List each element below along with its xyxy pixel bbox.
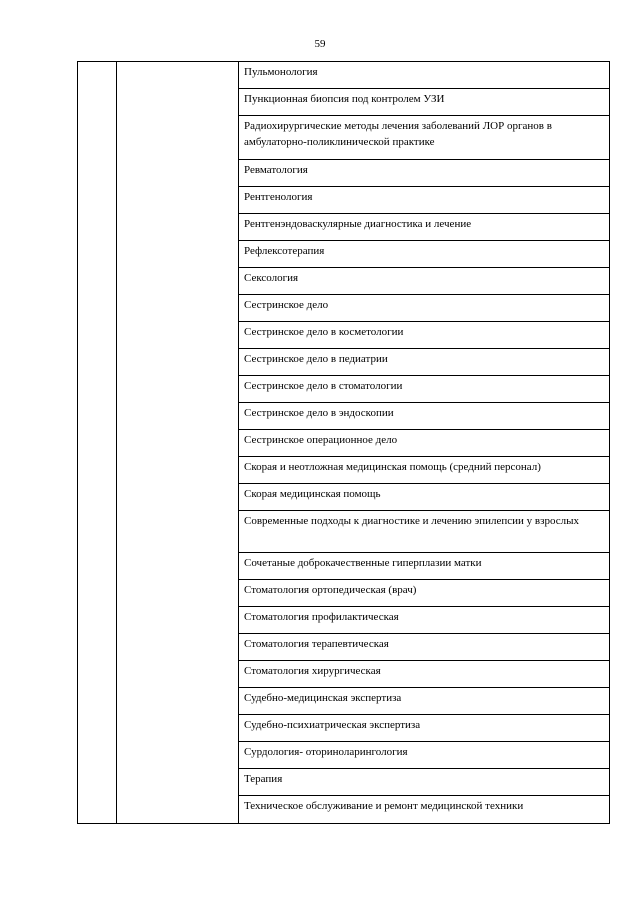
list-item: Рефлексотерапия — [239, 241, 609, 268]
specialties-table — [77, 61, 610, 824]
list-item: Ревматология — [239, 160, 609, 187]
list-item: Стоматология профилактическая — [239, 607, 609, 634]
list-item: Сестринское дело — [239, 295, 609, 322]
table-row — [78, 62, 610, 824]
empty-column-cell — [117, 62, 239, 824]
list-item: Сестринское дело в педиатрии — [239, 349, 609, 376]
list-item: Пункционная биопсия под контролем УЗИ — [239, 89, 609, 116]
list-item: Скорая медицинская помощь — [239, 484, 609, 511]
specialties-cell — [239, 62, 610, 824]
list-item: Стоматология ортопедическая (врач) — [239, 580, 609, 607]
list-item: Сексология — [239, 268, 609, 295]
list-item: Сурдология- оториноларингология — [239, 742, 609, 769]
list-item: Стоматология хирургическая — [239, 661, 609, 688]
list-item: Сестринское дело в стоматологии — [239, 376, 609, 403]
list-item: Техническое обслуживание и ремонт медицинской техники — [244, 800, 524, 812]
list-item: Судебно-медицинская экспертиза — [239, 688, 609, 715]
list-item: Стоматология терапевтическая — [239, 634, 609, 661]
list-item: Радиохирургические методы лечения заболеваний ЛОР органов в амбулаторно-поликлинической практике — [239, 116, 609, 160]
specialties-list — [239, 62, 609, 823]
list-item: Сочетаные доброкачественные гиперплазии матки — [239, 553, 609, 580]
list-item: Сестринское дело в косметологии — [239, 322, 609, 349]
list-item: Рентгенология — [239, 187, 609, 214]
list-item: Сестринское дело в эндоскопии — [239, 403, 609, 430]
list-item: Рентгенэндоваскулярные диагностика и лечение — [239, 214, 609, 241]
list-item: Скорая и неотложная медицинская помощь (средний персонал) — [239, 457, 609, 484]
page-number: 59 — [314, 38, 326, 50]
list-item: Сестринское операционное дело — [239, 430, 609, 457]
list-item: Современные подходы к диагностике и лечению эпилепсии у взрослых — [239, 511, 609, 553]
list-item: Судебно-психиатрическая экспертиза — [239, 715, 609, 742]
list-item: Терапия — [239, 769, 609, 796]
number-column-cell — [78, 62, 117, 824]
list-item: Пульмонология — [239, 62, 609, 89]
